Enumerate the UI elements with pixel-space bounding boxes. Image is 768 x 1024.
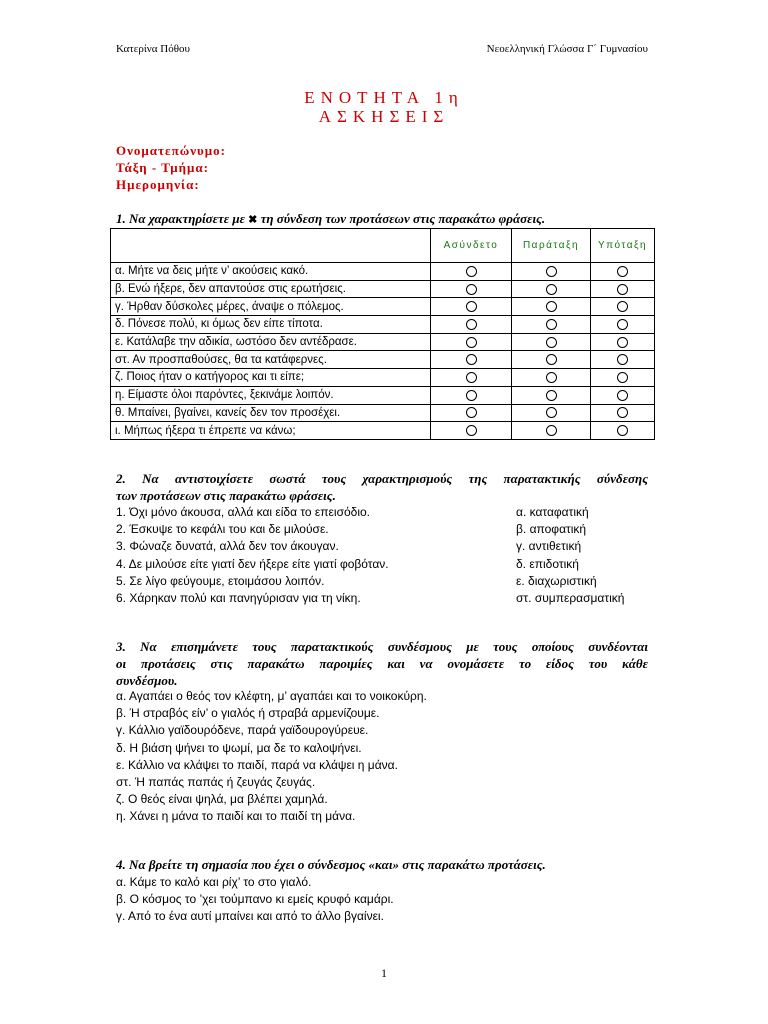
q1-table-row — [111, 404, 655, 422]
q1-cell-ypotaxi — [591, 333, 655, 351]
radio-circle-ypotaxi[interactable] — [617, 337, 628, 348]
q1-cell-asyndeto — [431, 298, 512, 316]
radio-circle-asyndeto[interactable] — [466, 354, 477, 365]
q1-table-header — [111, 229, 655, 263]
q1-cell-ypotaxi — [591, 316, 655, 334]
q1-table-row — [111, 333, 655, 351]
q1-title-end: τη σύνδεση των προτάσεων στις παρακάτω φράσεις. — [260, 211, 546, 226]
q2-title — [116, 470, 648, 504]
page-number: 1 — [381, 966, 387, 980]
q1-table-row — [111, 351, 655, 369]
q1-table-row — [111, 422, 655, 440]
q1-cell-asyndeto — [431, 333, 512, 351]
exercises-title: ΑΣΚΗΣΕΙΣ — [318, 107, 450, 126]
q1-sentence: στ. Αν προσπαθούσες, θα τα κατάφερνες. — [111, 351, 431, 369]
radio-circle-ypotaxi[interactable] — [617, 372, 628, 383]
q1-cell-parataxi — [512, 333, 591, 351]
q1-sentence: δ. Πόνεσε πολύ, κι όμως δεν είπε τίποτα. — [111, 316, 431, 334]
q1-cell-parataxi — [512, 263, 591, 281]
q4-sentence: β. Ο κόσμος το ’χει τούμπανο κι εμείς κρυφό καμάρι. — [116, 892, 394, 907]
radio-circle-ypotaxi[interactable] — [617, 407, 628, 418]
q2-sentence: 6. Χάρηκαν πολύ και πανηγύρισαν για τη νίκη. — [116, 591, 361, 605]
q3-proverb: ζ. Ο θεός είναι ψηλά, μα βλέπει χαμηλά. — [116, 792, 328, 807]
unit-title: ΕΝΟΤΗΤΑ 1η — [304, 88, 464, 107]
q1-cell-asyndeto — [431, 280, 512, 298]
radio-circle-parataxi[interactable] — [546, 425, 557, 436]
q1-cell-parataxi — [512, 386, 591, 404]
name-field-label: Ονοματεπώνυμο: — [116, 143, 226, 158]
q4-sentence: α. Κάμε το καλό και ρίχ’ το στο γιαλό. — [116, 875, 312, 889]
q3-proverb: δ. Η βιάση ψήνει το ψωμί, μα δε το καλοψήνει. — [116, 740, 362, 755]
q2-sentence: 1. Όχι μόνο άκουσα, αλλά και είδα το επεισόδιο. — [116, 505, 371, 519]
radio-circle-asyndeto[interactable] — [466, 390, 477, 401]
radio-circle-parataxi[interactable] — [546, 372, 557, 383]
q1-cell-ypotaxi — [591, 351, 655, 369]
q1-sentence: ε. Κατάλαβε την αδικία, ωστόσο δεν αντέδρασε. — [111, 333, 431, 351]
q1-cell-asyndeto — [431, 369, 512, 387]
q1-cell-parataxi — [512, 369, 591, 387]
q2-sentence: 5. Σε λίγο φεύγουμε, ετοιμάσου λοιπόν. — [116, 573, 325, 588]
radio-circle-parataxi[interactable] — [546, 390, 557, 401]
radio-circle-parataxi[interactable] — [546, 284, 557, 295]
radio-circle-ypotaxi[interactable] — [617, 301, 628, 312]
q1-cell-ypotaxi — [591, 280, 655, 298]
q2-label: δ. επιδοτική — [516, 556, 579, 571]
radio-circle-ypotaxi[interactable] — [617, 284, 628, 295]
radio-circle-asyndeto[interactable] — [466, 319, 477, 330]
q3-proverb: β. Ή στραβός είν’ ο γιαλός ή στραβά αρμενίζουμε. — [116, 706, 380, 721]
radio-circle-parataxi[interactable] — [546, 301, 557, 312]
radio-circle-asyndeto[interactable] — [466, 266, 477, 277]
class-field-label: Τάξη - Τμήμα: — [116, 160, 209, 175]
q1-cell-asyndeto — [431, 263, 512, 281]
q1-cell-parataxi — [512, 316, 591, 334]
radio-circle-asyndeto[interactable] — [466, 425, 477, 436]
q4-sentence: γ. Από το ένα αυτί μπαίνει και από το άλλο βγαίνει. — [116, 909, 384, 924]
q1-table-row — [111, 369, 655, 387]
q1-table-row — [111, 263, 655, 281]
date-field-label: Ημερομηνία: — [116, 177, 200, 192]
q3-title — [116, 638, 648, 689]
q1-cell-asyndeto — [431, 404, 512, 422]
q4-title: 4. Να βρείτε τη σημασία που έχει ο σύνδεσμος «και» στις παρακάτω προτάσεις. — [116, 857, 546, 872]
radio-circle-parataxi[interactable] — [546, 266, 557, 277]
q1-cell-ypotaxi — [591, 386, 655, 404]
q3-title-line2: οι προτάσεις στις παρακάτω παροιμίες και να ονομάσετε το είδος του κάθε — [116, 656, 648, 671]
q1-sentence: θ. Μπαίνει, βγαίνει, κανείς δεν τον προσέχει. — [111, 404, 431, 422]
q1-cell-parataxi — [512, 422, 591, 440]
radio-circle-parataxi[interactable] — [546, 354, 557, 365]
q1-sentence: β. Ενώ ήξερε, δεν απαντούσε στις ερωτήσεις. — [111, 280, 431, 298]
q1-table-body — [111, 263, 655, 440]
radio-circle-asyndeto[interactable] — [466, 337, 477, 348]
header-subject: Νεοελληνική Γλώσσα Γ΄ Γυμνασίου — [486, 43, 648, 55]
radio-circle-asyndeto[interactable] — [466, 407, 477, 418]
q1-cell-asyndeto — [431, 422, 512, 440]
radio-circle-ypotaxi[interactable] — [617, 266, 628, 277]
q1-sentence: ι. Μήπως ήξερα τι έπρεπε να κάνω; — [111, 422, 431, 440]
radio-circle-asyndeto[interactable] — [466, 372, 477, 383]
q3-proverb: α. Αγαπάει ο θεός τον κλέφτη, μ’ αγαπάει και το νοικοκύρη. — [116, 689, 427, 703]
q1-sentence: α. Μήτε να δεις μήτε ν’ ακούσεις κακό. — [111, 263, 431, 281]
q2-sentence: 4. Δε μιλούσε είτε γιατί δεν ήξερε είτε γιατί φοβόταν. — [116, 556, 389, 571]
q1-table-row — [111, 386, 655, 404]
radio-circle-ypotaxi[interactable] — [617, 425, 628, 436]
header-author: Κατερίνα Πόθου — [116, 43, 190, 55]
radio-circle-parataxi[interactable] — [546, 337, 557, 348]
q2-title-line2: των προτάσεων στις παρακάτω φράσεις. — [116, 488, 336, 503]
q1-title — [116, 210, 648, 229]
q1-cell-parataxi — [512, 298, 591, 316]
q1-title-start: 1. Να χαρακτηρίσετε με — [116, 211, 245, 226]
q3-proverb: η. Χάνει η μάνα το παιδί και το παιδί τη μάνα. — [116, 809, 356, 824]
q1-cell-ypotaxi — [591, 263, 655, 281]
q1-table — [110, 228, 655, 440]
cross-mark-icon: ✖ — [248, 214, 258, 226]
q1-sentence: ζ. Ποιος ήταν ο κατήγορος και τι είπε; — [111, 369, 431, 387]
q1-cell-parataxi — [512, 404, 591, 422]
page-header — [116, 43, 648, 59]
radio-circle-parataxi[interactable] — [546, 319, 557, 330]
radio-circle-ypotaxi[interactable] — [617, 319, 628, 330]
col-parataxi: Παράταξη — [512, 229, 591, 263]
q1-sentence: η. Είμαστε όλοι παρόντες, ξεκινάμε λοιπόν. — [111, 386, 431, 404]
q1-cell-ypotaxi — [591, 369, 655, 387]
q3-proverb: στ. Ή παπάς παπάς ή ζευγάς ζευγάς. — [116, 775, 316, 789]
q1-cell-asyndeto — [431, 351, 512, 369]
q3-proverb: γ. Κάλλιο γαϊδουρόδενε, παρά γαϊδουρογύρευε. — [116, 723, 369, 738]
col-ypotaxi: Υπόταξη — [591, 229, 655, 263]
q1-cell-ypotaxi — [591, 298, 655, 316]
q1-table-row — [111, 316, 655, 334]
q2-label: γ. αντιθετική — [516, 539, 582, 554]
q2-title-line1: 2. Να αντιστοιχίσετε σωστά τους χαρακτηρισμούς της παρατακτικής σύνδεσης — [116, 471, 648, 486]
q2-label: β. αποφατική — [516, 522, 587, 537]
radio-circle-ypotaxi[interactable] — [617, 390, 628, 401]
col-asyndeto: Ασύνδετο — [431, 229, 512, 263]
radio-circle-ypotaxi[interactable] — [617, 354, 628, 365]
q1-cell-ypotaxi — [591, 404, 655, 422]
q3-proverb: ε. Κάλλιο να κλάψει το παιδί, παρά να κλάψει η μάνα. — [116, 757, 398, 772]
radio-circle-parataxi[interactable] — [546, 407, 557, 418]
q2-sentence: 3. Φώναζε δυνατά, αλλά δεν τον άκουγαν. — [116, 539, 339, 554]
q2-label: στ. συμπερασματική — [516, 591, 625, 605]
q3-title-line3: συνδέσμου. — [116, 673, 178, 688]
q1-cell-ypotaxi — [591, 422, 655, 440]
q1-cell-parataxi — [512, 280, 591, 298]
q2-sentence: 2. Έσκυψε το κεφάλι του και δε μιλούσε. — [116, 522, 329, 537]
radio-circle-asyndeto[interactable] — [466, 284, 477, 295]
q1-cell-asyndeto — [431, 316, 512, 334]
q1-cell-parataxi — [512, 351, 591, 369]
q1-table-row — [111, 280, 655, 298]
q1-header-blank — [111, 229, 431, 263]
q3-title-line1: 3. Να επισημάνετε τους παρατακτικούς συνδέσμους με τους οποίους συνδέονται — [116, 639, 648, 654]
q1-table-row — [111, 298, 655, 316]
q2-label: α. καταφατική — [516, 505, 589, 519]
q1-sentence: γ. Ήρθαν δύσκολες μέρες, άναψε ο πόλεμος. — [111, 298, 431, 316]
q2-label: ε. διαχωριστική — [516, 573, 597, 588]
radio-circle-asyndeto[interactable] — [466, 301, 477, 312]
q1-cell-asyndeto — [431, 386, 512, 404]
